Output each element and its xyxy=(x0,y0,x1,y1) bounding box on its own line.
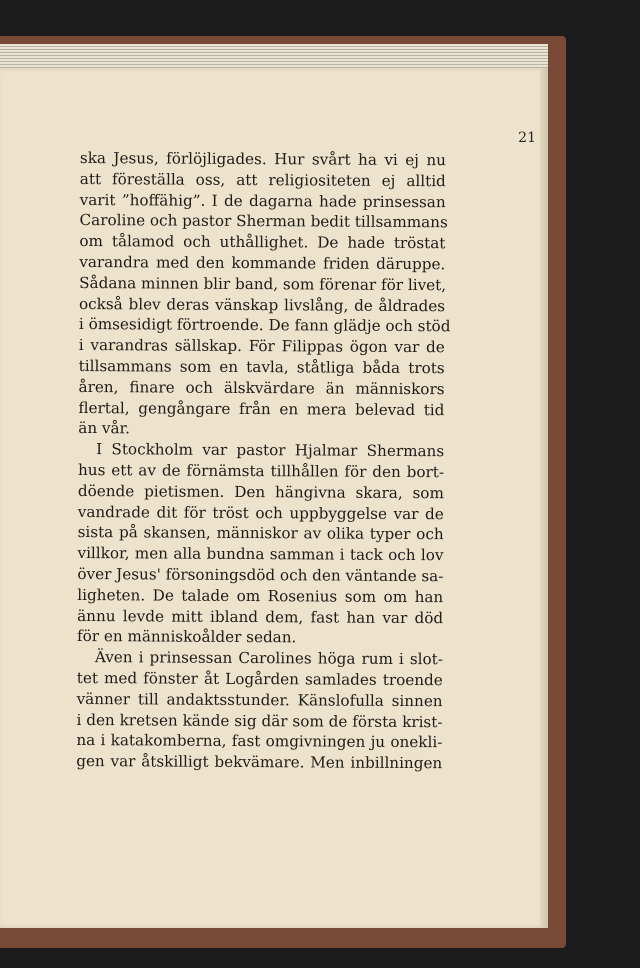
text-line: i varandras sällskap. För Filippas ögon var de xyxy=(78,336,445,357)
text-line: flertal, gengångare från en mera belevad tid xyxy=(78,398,445,419)
text-line: sista på skansen, människor av olika typer och xyxy=(77,523,444,544)
text-line: hus ett av de förnämsta tillhållen för den bort- xyxy=(77,460,445,482)
text-line: att föreställa oss, att religiositeten ej alltid xyxy=(79,169,446,191)
page-number: 21 xyxy=(518,130,536,146)
text-line: tet med fönster åt Logården samlades troende xyxy=(76,668,443,690)
text-line: ännu levde mitt ibland dem, fast han var död xyxy=(77,606,444,627)
text-line: vandrade dit för tröst och uppbyggelse var de xyxy=(77,502,444,523)
text-line: åren, finare och älskvärdare än människors xyxy=(78,377,445,398)
text-line: i ömsesidigt förtroende. De fann glädje och stöd xyxy=(78,315,451,336)
text-line: för en människoålder sedan. xyxy=(76,627,297,647)
text-line: också blev deras vänskap livslång, de åldrades xyxy=(78,294,446,315)
text-line: gen var åtskilligt bekvämare. Men inbillningen xyxy=(76,752,443,773)
text-line: na i katakomberna, fast omgivningen ju onekli- xyxy=(76,731,443,752)
text-line: döende pietismen. Den hängivna skara, som xyxy=(77,481,444,502)
text-line: ska Jesus, förlöjligades. Hur svårt ha vi ej nu xyxy=(79,148,446,170)
text-line: ligheten. De talade om Rosenius som om han xyxy=(77,585,444,606)
text-line: om tålamod och uthållighet. De hade tröstat xyxy=(79,232,446,253)
text-line: varit ”hoffähig”. I de dagarna hade prinsessan xyxy=(79,190,446,211)
text-line: villkor, men alla bundna samman i tack och lov xyxy=(77,544,444,565)
text-line: över Jesus' försoningsdöd och den väntande sa- xyxy=(77,564,444,586)
text-line: Caroline och pastor Sherman bedit tillsammans xyxy=(79,211,448,232)
text-line: vänner till andaktsstunder. Känslofulla sinnen xyxy=(76,689,443,710)
text-line: Sådana minnen blir band, som förenar för livet, xyxy=(79,273,447,295)
text-line: än vår. xyxy=(78,419,131,438)
page-fore-edge xyxy=(540,68,548,928)
body-text xyxy=(76,148,451,774)
text-line: varandra med den kommande friden däruppe. xyxy=(79,252,446,274)
text-line: Även i prinsessan Carolines höga rum i slot- xyxy=(94,648,443,669)
text-line: tillsammans som en tavla, ståtliga båda trots xyxy=(78,356,445,378)
text-line: i den kretsen kände sig där som de första krist- xyxy=(76,710,443,731)
text-line: I Stockholm var pastor Hjalmar Shermans xyxy=(96,440,445,461)
